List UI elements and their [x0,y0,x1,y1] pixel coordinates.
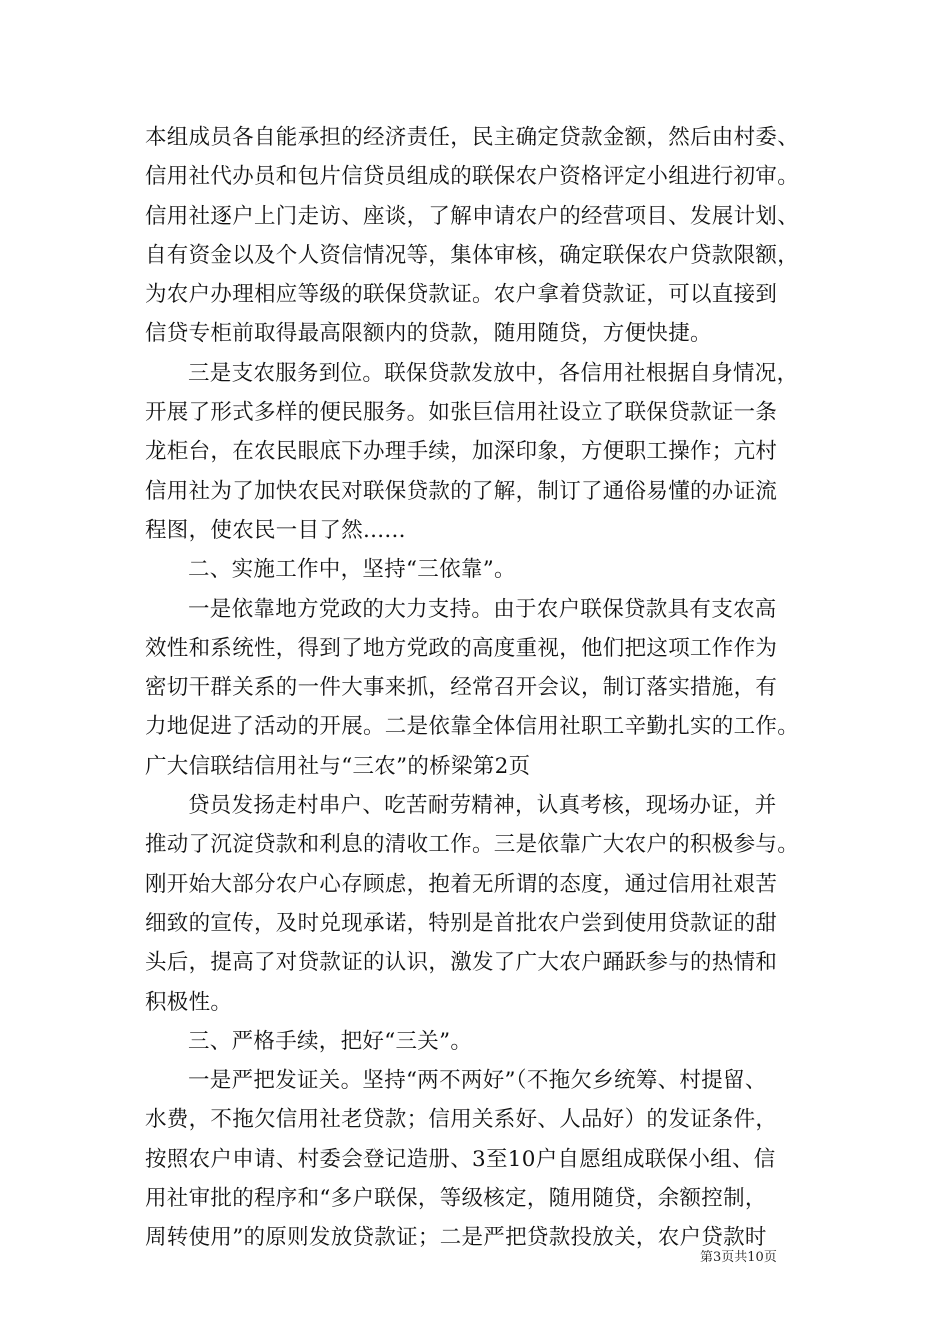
text-line: 周转使用”的原则发放贷款证；二是严把贷款投放关，农户贷款时 [145,1225,767,1251]
text-line: 积极性。 [145,989,233,1015]
text-line: 一是严把发证关。坚持“两不两好”（不拖欠乡统筹、村提留、 [188,1068,767,1094]
text-line: 推动了沉淀贷款和利息的清收工作。三是依靠广大农户的积极参与。 [145,832,800,858]
text-line: 本组成员各自能承担的经济责任，民主确定贷款金额，然后由村委、 [145,125,800,150]
text-line: 头后，提高了对贷款证的认识，激发了广大农户踊跃参与的热情和 [145,950,778,976]
text-line: 龙柜台，在农民眼底下办理手续，加深印象，方便职工操作；亢村 [145,439,778,465]
text-line: 效性和系统性，得到了地方党政的高度重视，他们把这项工作作为 [145,635,778,661]
text-line: 贷员发扬走村串户、吃苦耐劳精神，认真考核，现场办证，并 [188,793,777,819]
text-line: 自有资金以及个人资信情况等，集体审核，确定联保农户贷款限额， [145,242,800,268]
text-line: 按照农户申请、村委会登记造册、3至10户自愿组成联保小组、信 [145,1146,776,1172]
text-line: 开展了形式多样的便民服务。如张巨信用社设立了联保贷款证一条 [145,400,778,426]
text-line: 力地促进了活动的开展。二是依靠全体信用社职工辛勤扎实的工作。 [145,714,800,740]
text-line: 信用社为了加快农民对联保贷款的了解，制订了通俗易懂的办证流 [145,478,778,504]
text-line: 密切干群关系的一件大事来抓，经常召开会议，制订落实措施，有 [145,675,778,701]
text-line: 水费，不拖欠信用社老贷款；信用关系好、人品好）的发证条件， [145,1107,778,1133]
text-line: 信用社代办员和包片信贷员组成的联保农户资格评定小组进行初审。 [145,164,800,190]
text-line: 程图，使农民一目了然...... [145,517,406,543]
text-line: 一是依靠地方党政的大力支持。由于农户联保贷款具有支农高 [188,596,777,622]
text-line: 三是支农服务到位。联保贷款发放中，各信用社根据自身情况， [188,360,799,386]
text-line: 刚开始大部分农户心存顾虑，抱着无所谓的态度，通过信用社艰苦 [145,871,778,897]
page-number: 第3页共10页 [700,1250,777,1265]
document-body [145,118,817,1258]
text-line: 为农户办理相应等级的联保贷款证。农户拿着贷款证，可以直接到 [145,282,778,308]
text-line: 三、严格手续，把好“三关”。 [188,1028,473,1054]
text-line: 信用社逐户上门走访、座谈，了解申请农户的经营项目、发展计划、 [145,203,800,229]
text-line: 广大信联结信用社与“三农”的桥梁第2页 [145,753,531,779]
text-line: 二、实施工作中，坚持“三依靠”。 [188,557,516,583]
text-line: 用社审批的程序和“多户联保，等级核定，随用随贷，余额控制， [145,1186,767,1212]
text-line: 信贷专柜前取得最高限额内的贷款，随用随贷，方便快捷。 [145,321,712,347]
text-line: 细致的宣传，及时兑现承诺，特别是首批农户尝到使用贷款证的甜 [145,910,778,936]
